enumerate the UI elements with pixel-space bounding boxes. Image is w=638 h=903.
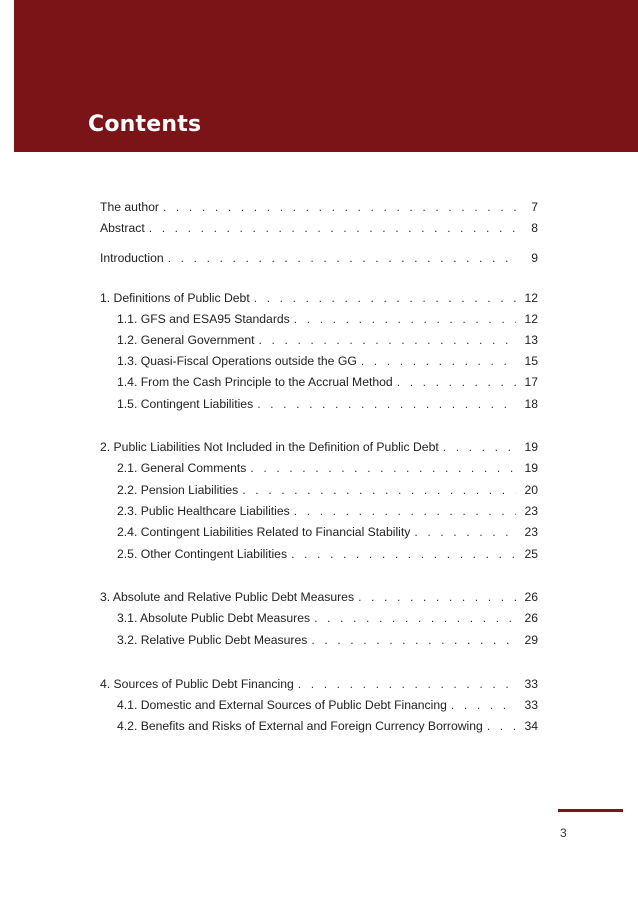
toc-leader-dots [414,523,516,541]
toc-entry-label: 2.4. Contingent Liabilities Related to Financial Stability [117,525,411,539]
toc-leader-dots [294,310,516,328]
toc-entry-label: 1.2. General Government [117,333,255,347]
toc-entry-label: 1.1. GFS and ESA95 Standards [117,312,290,326]
toc-entry[interactable] [117,352,538,370]
toc-entry-page: 12 [524,291,538,305]
toc-entry[interactable] [117,395,538,413]
toc-leader-dots [361,352,516,370]
toc-entry-label: 2.5. Other Contingent Liabilities [117,547,288,561]
toc-entry-page: 19 [524,440,538,454]
toc-entry-page: 29 [524,633,538,647]
toc-entry-label: 2.3. Public Healthcare Liabilities [117,504,290,518]
toc-entry[interactable] [100,198,538,216]
toc-leader-dots [487,717,516,735]
toc-entry-label: 2.1. General Comments [117,461,247,475]
toc-entry-label: Introduction [100,251,164,265]
toc-entry-label: 1.3. Quasi-Fiscal Operations outside the GG [117,354,357,368]
toc-entry[interactable] [117,373,538,391]
toc-entry-label: 1. Definitions of Public Debt [100,291,250,305]
toc-entry-page: 26 [524,590,538,604]
toc-entry[interactable] [117,331,538,349]
toc-entry-page: 26 [524,611,538,625]
toc-leader-dots [443,438,516,456]
toc-leader-dots [149,219,516,237]
toc-leader-dots [254,289,516,307]
toc-entry-page: 33 [524,698,538,712]
toc-leader-dots [397,373,516,391]
page-title: Contents [88,112,202,137]
toc-entry-label: 2.2. Pension Liabilities [117,483,239,497]
toc-entry-page: 8 [531,221,538,235]
toc-entry[interactable] [117,696,538,714]
toc-entry[interactable] [117,523,538,541]
toc-leader-dots [294,502,516,520]
toc-entry[interactable] [117,545,538,563]
toc-entry-label: 1.5. Contingent Liabilities [117,397,254,411]
toc-entry-label: 3.1. Absolute Public Debt Measures [117,611,311,625]
toc-entry-page: 7 [531,200,538,214]
toc-entry-label: The author [100,200,159,214]
toc-entry-page: 19 [524,461,538,475]
toc-leader-dots [259,331,516,349]
toc-leader-dots [298,675,516,693]
toc-entry-label: 4.2. Benefits and Risks of External and Foreign Currency Borrowing [117,719,483,733]
toc-entry[interactable] [117,609,538,627]
toc-entry-page: 25 [524,547,538,561]
toc-entry[interactable] [117,502,538,520]
toc-entry[interactable] [100,438,538,456]
toc-entry-label: 1.4. From the Cash Principle to the Accrual Method [117,375,393,389]
toc-entry-page: 23 [524,504,538,518]
toc-entry[interactable] [100,289,538,307]
toc-entry-label: 4.1. Domestic and External Sources of Public Debt Financing [117,698,447,712]
toc-entry-label: 3.2. Relative Public Debt Measures [117,633,308,647]
toc-entry[interactable] [117,717,538,735]
toc-entry[interactable] [117,310,538,328]
toc-entry-page: 23 [524,525,538,539]
toc-entry-page: 20 [524,483,538,497]
toc-entry[interactable] [100,249,538,267]
toc-entry[interactable] [100,219,538,237]
toc-leader-dots [311,631,516,649]
toc-leader-dots [314,609,516,627]
toc-entry-label: 3. Absolute and Relative Public Debt Measures [100,590,355,604]
toc-leader-dots [168,249,516,267]
toc-entry[interactable] [117,481,538,499]
toc-entry-page: 13 [524,333,538,347]
toc-entry[interactable] [117,459,538,477]
toc-entry[interactable] [100,675,538,693]
toc-leader-dots [242,481,516,499]
toc-entry-page: 18 [524,397,538,411]
toc-leader-dots [291,545,516,563]
footer-rule [558,809,623,812]
page-number: 3 [560,826,567,840]
toc-entry-page: 15 [524,354,538,368]
toc-leader-dots [358,588,516,606]
toc-entry-page: 17 [524,375,538,389]
toc-entry[interactable] [100,588,538,606]
toc-entry-page: 12 [524,312,538,326]
toc-leader-dots [163,198,516,216]
toc-leader-dots [250,459,516,477]
toc-entry-page: 34 [524,719,538,733]
toc-entry-label: Abstract [100,221,145,235]
toc-entry-label: 2. Public Liabilities Not Included in the Definition of Public Debt [100,440,439,454]
toc-entry[interactable] [117,631,538,649]
toc-entry-page: 33 [524,677,538,691]
toc-entry-page: 9 [531,251,538,265]
toc-leader-dots [451,696,516,714]
toc-leader-dots [257,395,516,413]
toc-entry-label: 4. Sources of Public Debt Financing [100,677,294,691]
